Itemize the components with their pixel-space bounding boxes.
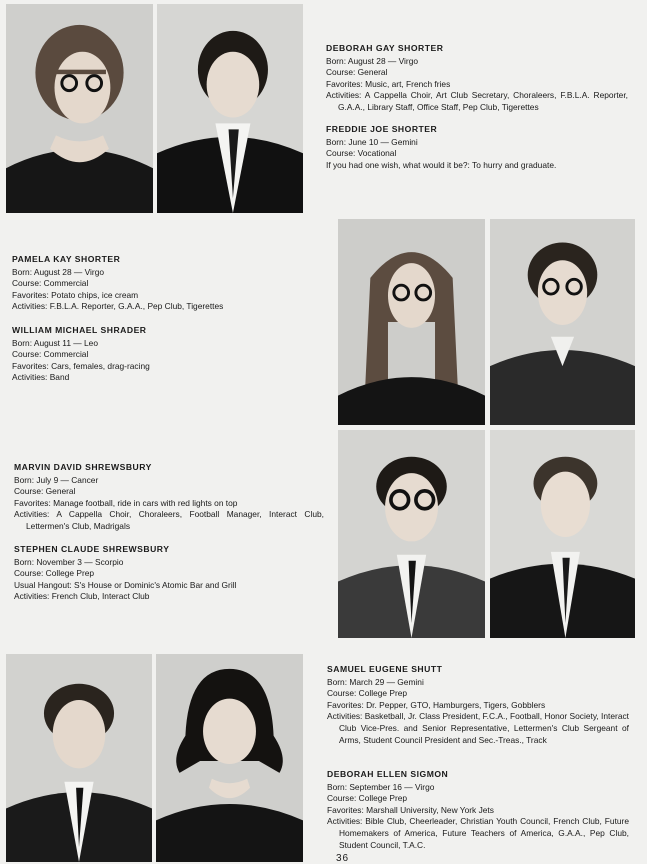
course-line: Course: Commercial (12, 278, 89, 289)
student-name: WILLIAM MICHAEL SHRADER (12, 325, 147, 335)
activities-line: Activities: A Cappella Choir, Choraleers, Football Manager, Interact Club, Lettermen's Club, Madrigals (14, 509, 324, 531)
student-name: STEPHEN CLAUDE SHREWSBURY (14, 544, 170, 554)
course-line: Course: Commercial (12, 349, 89, 360)
birth-line: Born: September 16 — Virgo (327, 781, 435, 792)
course-line: Course: College Prep (327, 688, 408, 699)
portrait-deborah-ellen-sigmon (156, 654, 303, 862)
favorites-line: Favorites: Cars, females, drag-racing (12, 360, 150, 371)
favorites-line: Favorites: Dr. Pepper, GTO, Hamburgers, Tigers, Gobblers (327, 699, 546, 710)
portrait-marvin-david-shrewsbury (338, 430, 485, 638)
portrait-william-michael-shrader (490, 219, 635, 425)
page-number: 36 (336, 853, 350, 864)
birth-line: Born: November 3 — Scorpio (14, 556, 124, 567)
student-entry (327, 769, 629, 851)
course-line: Course: Vocational (326, 148, 397, 159)
portrait-deborah-gay-shorter (6, 4, 153, 213)
student-name: MARVIN DAVID SHREWSBURY (14, 462, 152, 472)
activities-line: Activities: Basketball, Jr. Class President, F.C.A., Football, Honor Society, Interact Club Vice-Pres. and Senior Representative, Lettermen's Club Sergeant of Arms, Student Council President and Sec.-Treas., Track (327, 711, 629, 745)
student-name: DEBORAH GAY SHORTER (326, 43, 444, 53)
student-entry (12, 254, 322, 313)
activities-line: Activities: French Club, Interact Club (14, 591, 150, 602)
course-line: Course: General (14, 486, 76, 497)
favorites-line: Favorites: Marshall University, New York Jets (327, 804, 494, 815)
activities-line: Activities: Band (12, 372, 70, 383)
portrait-freddie-joe-shorter (157, 4, 303, 213)
birth-line: Born: March 29 — Gemini (327, 676, 424, 687)
student-entry (14, 544, 324, 603)
student-name: FREDDIE JOE SHORTER (326, 124, 438, 134)
birth-line: Born: August 28 — Virgo (326, 55, 419, 66)
birth-line: Born: June 10 — Gemini (326, 136, 418, 147)
student-entry (12, 325, 322, 384)
hangout-line: Usual Hangout: S's House or Dominic's Atomic Bar and Grill (14, 579, 237, 590)
favorites-line: Favorites: Potato chips, ice cream (12, 289, 139, 300)
favorites-line: Favorites: Music, art, French fries (326, 78, 451, 89)
birth-line: Born: July 9 — Cancer (14, 474, 99, 485)
portrait-samuel-eugene-shutt (6, 654, 152, 862)
student-name: SAMUEL EUGENE SHUTT (327, 664, 443, 674)
favorites-line: Favorites: Manage football, ride in cars with red lights on top (14, 497, 238, 508)
wish-line: If you had one wish, what would it be?: To hurry and graduate. (326, 159, 557, 170)
student-entry (327, 664, 629, 746)
birth-line: Born: August 28 — Virgo (12, 266, 105, 277)
student-entry (326, 124, 626, 171)
student-name: PAMELA KAY SHORTER (12, 254, 121, 264)
activities-line: Activities: A Cappella Choir, Art Club Secretary, Choraleers, F.B.L.A. Reporter, G.A.A., Library Staff, Office Staff, Pep Club, Tigerettes (326, 90, 628, 112)
activities-line: Activities: F.B.L.A. Reporter, G.A.A., Pep Club, Tigerettes (12, 301, 224, 312)
student-entry (326, 43, 628, 114)
birth-line: Born: August 11 — Leo (12, 337, 98, 348)
course-line: Course: College Prep (14, 568, 95, 579)
course-line: Course: General (326, 67, 388, 78)
portrait-pamela-kay-shorter (338, 219, 485, 425)
course-line: Course: College Prep (327, 793, 408, 804)
student-entry (14, 462, 324, 533)
activities-line: Activities: Bible Club, Cheerleader, Christian Youth Council, French Club, Future Homemakers of America, Future Teachers of America, G.A.A., Pep Club, Student Council, T.A.C. (327, 816, 629, 850)
student-name: DEBORAH ELLEN SIGMON (327, 769, 449, 779)
portrait-stephen-claude-shrewsbury (490, 430, 635, 638)
